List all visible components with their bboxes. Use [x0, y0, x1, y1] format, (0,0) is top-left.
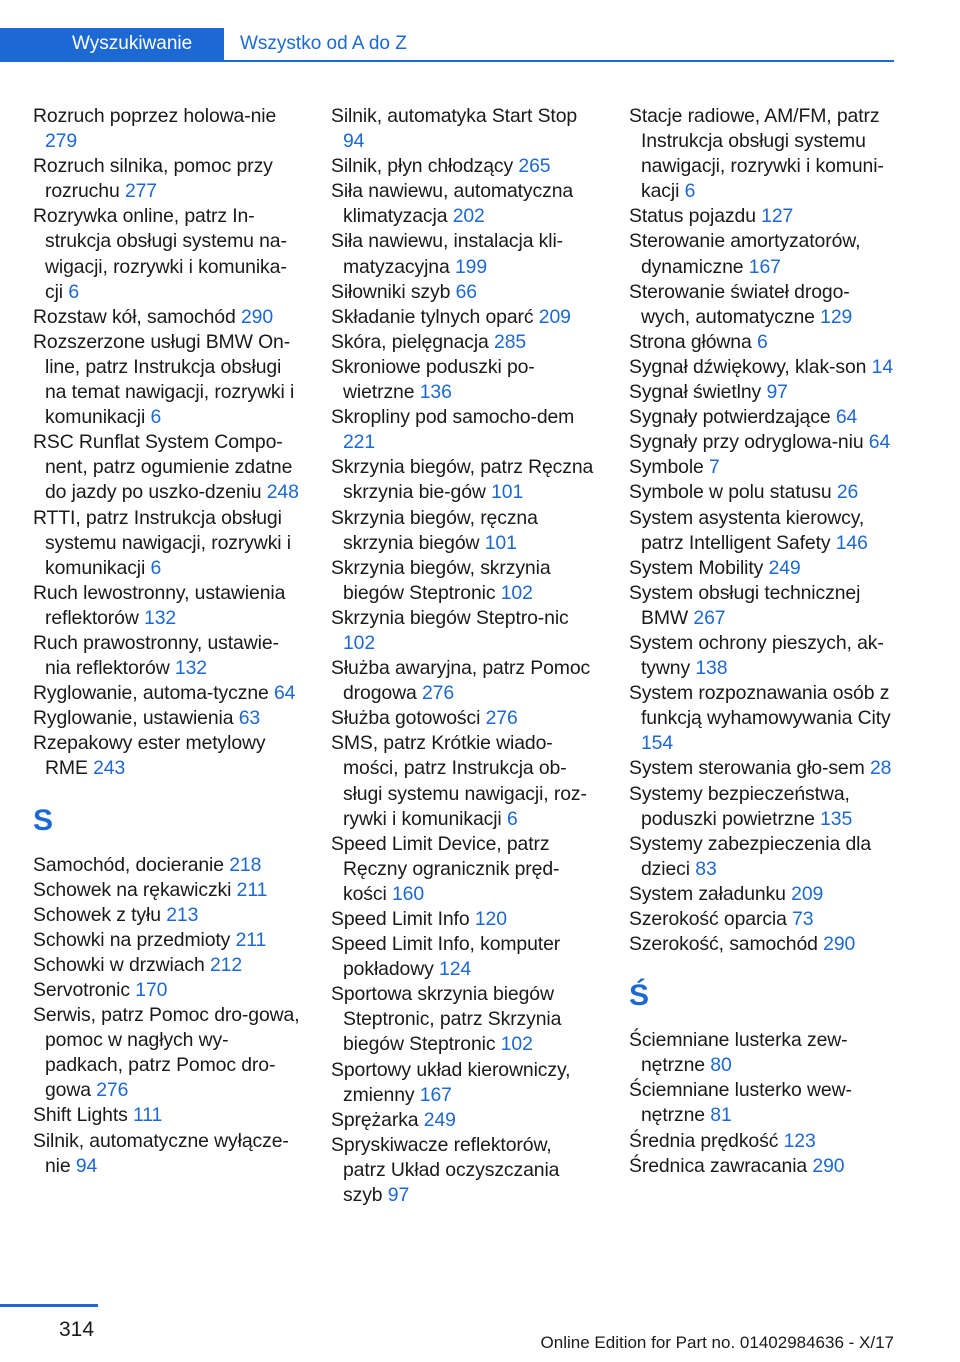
index-entry	[33, 430, 301, 505]
index-entry	[629, 405, 897, 430]
page-link[interactable]: 209	[538, 305, 571, 328]
index-entry	[629, 355, 897, 380]
page-link[interactable]: 285	[494, 330, 527, 353]
index-entry	[629, 380, 897, 405]
entry-text: Sterowanie świateł drogo-wych, automatyczne	[629, 280, 850, 328]
index-entry	[331, 154, 599, 179]
index-entry	[33, 903, 301, 928]
entry-text: Strona główna	[629, 330, 757, 353]
page-link[interactable]: 101	[484, 531, 517, 554]
entry-text: Stacje radiowe, AM/FM, patrz Instrukcja obsługi systemu nawigacji, rozrywki i komuni-kacji	[629, 105, 884, 203]
index-entry	[33, 305, 301, 330]
entry-text: Rzepakowy ester metylowy RME	[33, 732, 266, 780]
entry-text: Sprężarka	[331, 1108, 424, 1131]
entry-text: Skroniowe poduszki po-wietrzne	[331, 355, 535, 404]
index-entry	[331, 355, 599, 405]
page-link[interactable]: 81	[710, 1104, 732, 1127]
entry-text: Schowek z tyłu	[33, 903, 167, 926]
entry-text: Samochód, docieranie	[33, 853, 230, 876]
entry-text: Siłowniki szyb	[331, 280, 456, 303]
section-letter: Ś	[629, 979, 649, 1013]
page-link[interactable]: 124	[439, 958, 472, 981]
index-entry	[331, 179, 599, 229]
page-link[interactable]: 248	[266, 481, 299, 504]
page-link[interactable]: 102	[500, 581, 533, 604]
index-entry	[331, 556, 599, 606]
page-link[interactable]: 167	[419, 1083, 452, 1106]
entry-text: Skropliny pod samocho-dem	[331, 406, 575, 429]
page-link[interactable]: 6	[756, 330, 768, 353]
page-link[interactable]: 249	[423, 1108, 456, 1131]
page-link[interactable]: 221	[343, 431, 376, 454]
entry-text: Ryglowanie, automa-tyczne	[33, 682, 274, 705]
entry-text: Symbole w polu statusu	[629, 481, 837, 504]
index-entry	[629, 581, 897, 631]
edition-note: Online Edition for Part no. 01402984636 - X/17	[540, 1333, 894, 1352]
index-entry	[629, 1154, 897, 1179]
index-column-2	[331, 104, 599, 1208]
page-link[interactable]: 7	[709, 456, 720, 479]
index-entry	[33, 978, 301, 1003]
entry-text: Sterowanie amortyzatorów, dynamiczne	[629, 230, 861, 278]
entry-text: Sygnały przy odryglowa-niu	[629, 431, 869, 454]
entry-text: Speed Limit Device, patrz Ręczny ogranicznik pręd-kości	[331, 832, 560, 905]
index-entry	[33, 1129, 301, 1179]
entry-text: System sterowania gło-sem	[629, 757, 870, 780]
entry-text: Ryglowanie, ustawienia	[33, 707, 239, 730]
page-link[interactable]: 120	[474, 908, 507, 930]
index-entry	[331, 832, 599, 907]
entry-text: Silnik, płyn chłodzący	[331, 155, 519, 178]
index-entry	[33, 154, 301, 204]
entry-text: Serwis, patrz Pomoc dro-gowa, pomoc w nagłych wy-padkach, patrz Pomoc dro-gowa	[33, 1004, 300, 1102]
entry-text: System Mobility	[629, 556, 769, 579]
page-link[interactable]: 6	[68, 280, 79, 303]
entry-text: Rozstaw kół, samochód	[33, 305, 241, 328]
entry-text: Servotronic	[33, 979, 136, 1001]
page-link[interactable]: 277	[124, 180, 157, 203]
index-entry	[331, 1108, 599, 1133]
page-link[interactable]: 167	[748, 255, 781, 278]
entry-text: Sygnał dźwiękowy, klak-son	[629, 355, 872, 378]
index-entry	[629, 681, 897, 756]
page-link[interactable]: 129	[820, 305, 853, 328]
page-link[interactable]: 111	[133, 1104, 163, 1127]
index-entry	[629, 1129, 897, 1154]
entry-text: Skrzynia biegów, patrz Ręczna skrzynia bie-gów	[331, 456, 594, 504]
entry-text: Ściemniane lusterko wew-nętrzne	[629, 1079, 852, 1127]
page-link[interactable]: 64	[868, 431, 891, 454]
page-link[interactable]: 136	[419, 381, 452, 404]
page-link[interactable]: 243	[93, 757, 126, 780]
entry-text: Szerokość, samochód	[629, 933, 824, 956]
index-entry	[629, 1028, 897, 1078]
entry-text: Siła nawiewu, automatyczna klimatyzacja	[331, 180, 574, 228]
entry-text: Speed Limit Info, komputer pokładowy	[331, 933, 561, 981]
entry-text: Systemy zabezpieczenia dla dzieci	[629, 832, 872, 880]
index-entry	[33, 1103, 301, 1128]
page-link[interactable]: 26	[836, 481, 859, 504]
page-link[interactable]: 83	[695, 857, 717, 880]
index-entry	[33, 878, 301, 903]
page-link[interactable]: 102	[343, 631, 376, 654]
entry-text: Silnik, automatyczne wyłącze-nie	[33, 1129, 289, 1177]
page-link[interactable]: 211	[235, 928, 267, 951]
entry-text: Rozruch silnika, pomoc przy rozruchu	[33, 155, 273, 203]
page-link[interactable]: 64	[273, 682, 296, 705]
page-link[interactable]: 6	[150, 406, 162, 429]
index-entry	[331, 405, 599, 455]
entry-text: Schowek na rękawiczki	[33, 878, 237, 901]
entry-text: Siła nawiewu, instalacja kli-matyzacyjna	[331, 230, 564, 278]
tab-a-to-z[interactable]: Wszystko od A do Z	[240, 33, 407, 54]
page-link[interactable]: 80	[710, 1054, 732, 1077]
index-entry	[331, 280, 599, 305]
entry-text: System rozpoznawania osób z funkcją wyhamowywania City	[629, 682, 891, 730]
page-link[interactable]: 132	[144, 606, 177, 629]
page-link[interactable]: 290	[812, 1154, 845, 1177]
page-link[interactable]: 265	[518, 155, 551, 178]
index-entry	[629, 280, 897, 330]
page-link[interactable]: 28	[869, 757, 892, 780]
entry-text: Speed Limit Info	[331, 908, 475, 930]
entry-text: Spryskiwacze reflektorów, patrz Układ oczyszczania szyb	[331, 1133, 560, 1207]
index-entry	[33, 581, 301, 631]
page-link[interactable]: 127	[761, 205, 794, 228]
entry-text: Schowki na przedmioty	[33, 928, 236, 951]
index-entry	[629, 455, 897, 480]
page-link[interactable]: 64	[835, 406, 858, 429]
page-link[interactable]: 290	[823, 933, 856, 956]
page-link[interactable]: 94	[75, 1154, 98, 1177]
page-link[interactable]: 276	[96, 1079, 129, 1102]
entry-text: Skrzynia biegów Steptro-nic	[331, 606, 569, 629]
entry-text: Rozszerzone usługi BMW On-line, patrz Instrukcja obsługi na temat nawigacji, rozrywki i komunikacji	[33, 330, 295, 429]
index-entry	[331, 731, 599, 831]
index-entry	[33, 1003, 301, 1103]
entry-text: Silnik, automatyka Start Stop	[331, 105, 578, 127]
index-entry	[33, 631, 301, 681]
index-entry	[629, 907, 897, 932]
entry-text: RSC Runflat System Compo-nent, patrz ogumienie zdatne do jazdy po uszko-dzeniu	[33, 431, 293, 504]
entry-text: Składanie tylnych oparć	[331, 305, 539, 328]
index-entry	[629, 756, 897, 781]
page-link[interactable]: 94	[343, 130, 365, 153]
entry-text: Sygnały potwierdzające	[629, 406, 836, 429]
footer-divider	[0, 1304, 98, 1307]
index-entry	[629, 832, 897, 882]
entry-text: Ruch lewostronny, ustawienia reflektorów	[33, 581, 286, 629]
entry-text: Skóra, pielęgnacja	[331, 330, 495, 353]
page-link[interactable]: 66	[455, 280, 477, 303]
page-link[interactable]: 146	[835, 531, 868, 554]
entry-text: Rozruch poprzez holowa-nie	[33, 105, 277, 127]
page-link[interactable]: 267	[693, 606, 726, 629]
index-entry	[331, 305, 599, 330]
tab-search[interactable]: Wyszukiwanie	[0, 28, 224, 62]
entry-text: Służba gotowości	[331, 707, 486, 730]
page-link[interactable]: 199	[454, 255, 488, 278]
entry-text: Status pojazdu	[629, 205, 762, 228]
index-entry	[629, 430, 897, 455]
page-link[interactable]: 160	[391, 882, 425, 905]
page-link[interactable]: 202	[452, 205, 485, 228]
page-link[interactable]: 97	[766, 381, 788, 404]
page-link[interactable]: 132	[174, 657, 207, 680]
index-entry	[33, 681, 301, 706]
index-entry	[33, 706, 301, 731]
section-letter: S	[33, 803, 53, 837]
page-link[interactable]: 276	[421, 682, 455, 705]
index-entry	[33, 953, 301, 978]
index-entry	[629, 330, 897, 355]
index-entry	[33, 731, 301, 781]
index-entry	[331, 1133, 599, 1208]
page-number: 314	[59, 1318, 95, 1341]
entry-text: Schowki w drzwiach	[33, 953, 210, 976]
entry-text: Sportowy układ kierowniczy, zmienny	[331, 1058, 571, 1106]
index-entry	[629, 204, 897, 229]
page-link[interactable]: 63	[238, 707, 261, 730]
index-entry	[331, 656, 599, 706]
page-link[interactable]: 97	[387, 1184, 410, 1207]
page-link[interactable]: 73	[792, 908, 814, 930]
page-link[interactable]: 101	[491, 481, 524, 504]
entry-text: Skrzynia biegów, skrzynia biegów Steptronic	[331, 556, 551, 604]
entry-text: Skrzynia biegów, ręczna skrzynia biegów	[331, 506, 538, 554]
entry-text: Szerokość oparcia	[629, 908, 793, 930]
index-entry	[33, 853, 301, 878]
index-entry	[629, 782, 897, 832]
entry-text: Sportowa skrzynia biegów Steptronic, patrz Skrzynia biegów Steptronic	[331, 983, 562, 1056]
index-entry	[331, 907, 599, 932]
entry-text: Rozrywka online, patrz In-strukcja obsługi systemu na-wigacji, rozrywki i komunika-cji	[33, 205, 287, 303]
index-column-1	[33, 104, 301, 1179]
page-link[interactable]: 213	[166, 903, 199, 926]
page-link[interactable]: 6	[150, 556, 162, 579]
page-link[interactable]: 135	[820, 807, 853, 830]
index-entry	[629, 104, 897, 204]
entry-text: Służba awaryjna, patrz Pomoc drogowa	[331, 657, 591, 705]
index-entry	[629, 506, 897, 556]
page-link[interactable]: 276	[485, 707, 518, 730]
index-entry	[331, 606, 599, 656]
page-link[interactable]: 6	[684, 180, 696, 203]
page-link[interactable]: 123	[783, 1129, 816, 1152]
index-entry	[331, 104, 599, 154]
page-link[interactable]: 218	[229, 853, 262, 876]
index-entry	[629, 1078, 897, 1128]
index-entry	[629, 631, 897, 681]
entry-text: Ruch prawostronny, ustawie-nia reflektorów	[33, 631, 279, 680]
entry-text: Shift Lights	[33, 1104, 134, 1127]
entry-text: Średnia prędkość	[629, 1129, 784, 1152]
index-entry	[629, 480, 897, 505]
page-link[interactable]: 209	[791, 882, 824, 905]
index-entry	[331, 506, 599, 556]
index-entry	[33, 928, 301, 953]
index-entry	[33, 330, 301, 430]
index-entry	[331, 932, 599, 982]
index-entry	[629, 932, 897, 957]
entry-text: System ochrony pieszych, ak-tywny	[629, 631, 884, 680]
index-entry	[331, 706, 599, 731]
index-entry	[33, 104, 301, 154]
header-tabs	[0, 28, 423, 62]
index-entry	[331, 229, 599, 279]
page-link[interactable]: 279	[45, 130, 78, 153]
entry-text: Średnica zawracania	[629, 1154, 813, 1177]
index-column-3	[629, 104, 897, 1179]
index-entry	[331, 982, 599, 1057]
index-entry	[331, 455, 599, 505]
header-divider	[224, 60, 894, 62]
entry-text: Systemy bezpieczeństwa, poduszki powietrzne	[629, 782, 850, 830]
index-entry	[331, 330, 599, 355]
entry-text: Symbole	[629, 456, 710, 479]
entry-text: RTTI, patrz Instrukcja obsługi systemu nawigacji, rozrywki i komunikacji	[33, 506, 292, 579]
entry-text: Ściemniane lusterka zew-nętrzne	[629, 1029, 848, 1077]
entry-text: SMS, patrz Krótkie wiado-mości, patrz Instrukcja ob-sługi systemu nawigacji, roz-rywki i komunikacji	[331, 732, 587, 830]
entry-text: Sygnał świetlny	[629, 381, 767, 404]
index-entry	[33, 204, 301, 304]
index-entry	[629, 882, 897, 907]
page-link[interactable]: 102	[500, 1033, 533, 1056]
page-link[interactable]: 290	[240, 305, 274, 328]
page-link[interactable]: 154	[641, 732, 674, 755]
page-link[interactable]: 170	[135, 979, 168, 1001]
page-link[interactable]: 211	[236, 878, 268, 901]
entry-text: System załadunku	[629, 882, 792, 905]
page-link[interactable]: 249	[768, 556, 801, 579]
entry-text: System asystenta kierowcy, patrz Intelligent Safety	[629, 506, 865, 554]
index-entry	[629, 556, 897, 581]
page-link[interactable]: 212	[209, 953, 243, 976]
index-entry	[331, 1058, 599, 1108]
page-link[interactable]: 6	[506, 807, 518, 830]
entry-text: System obsługi technicznej BMW	[629, 581, 861, 629]
index-entry	[629, 229, 897, 279]
page-link[interactable]: 14	[871, 355, 894, 378]
index-entry	[33, 506, 301, 581]
page-link[interactable]: 138	[695, 657, 728, 680]
